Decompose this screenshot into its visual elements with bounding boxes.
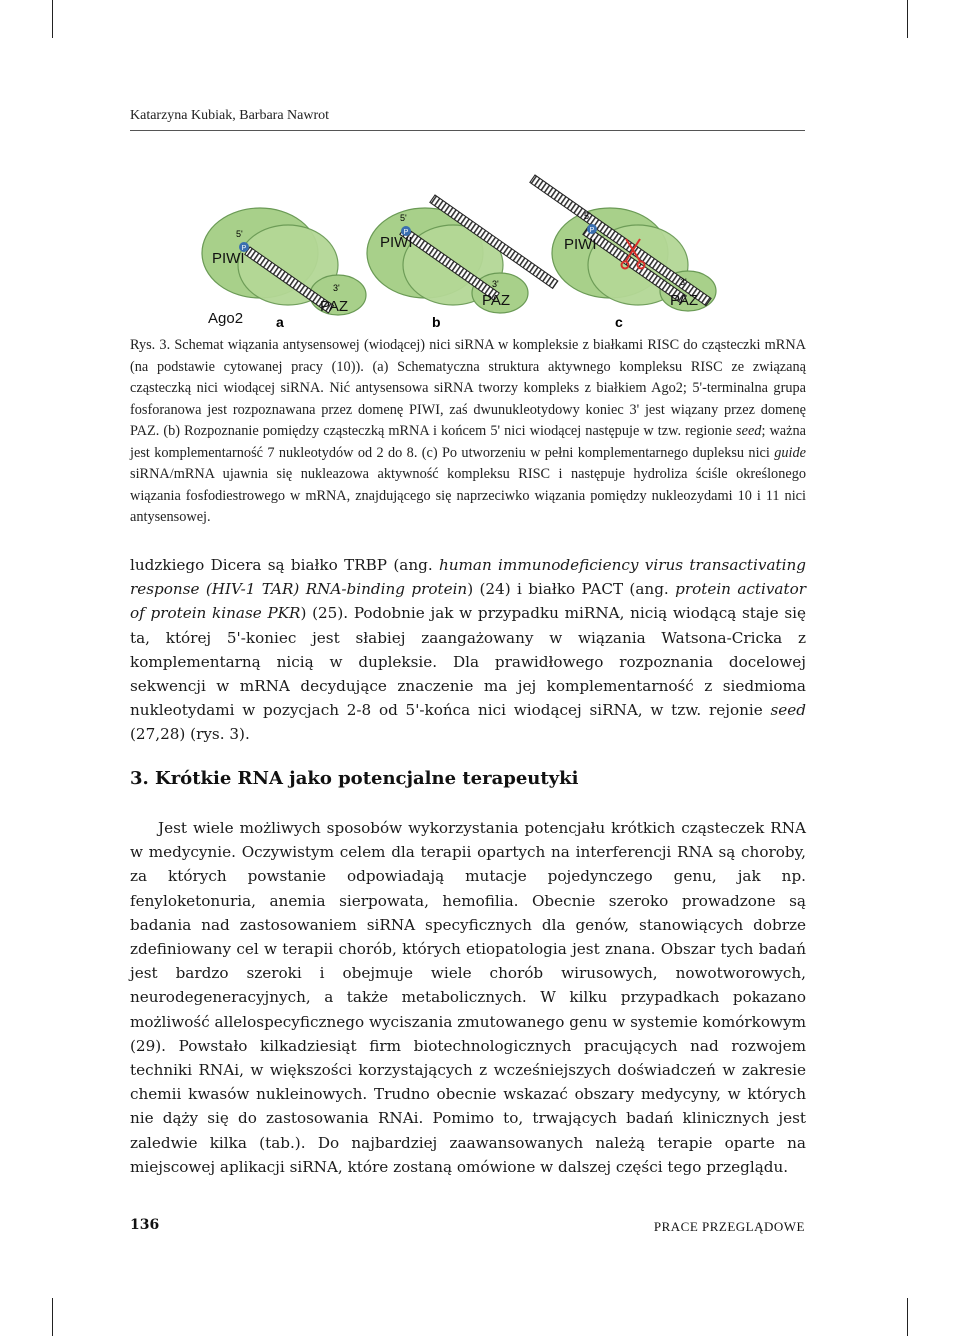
paz-label: PAZ [670,292,699,309]
paragraph-2: Jest wiele możliwych sposobów wykorzystania potencjału krótkich cząsteczek RNA w medycynie. Oczywistym celem dla terapii opartych na interferencji RNA są choroby, za których powstanie odpowiadają mutacje pojedynczego genu, jak np. fenyloketonuria, anemia sierpowata, hemofilia. Obecnie szeroko prowadzone są badania nad zastosowaniem siRNA specyficznych dla genów, stanowiących dobrze zdefiniowany cel w terapii chorób, których etiopatologia jest znana. Obszar tych badań jest bardzo szeroki i obejmuje wiele chorób wirusowych, nowotworowych, neurodegeneracyjnych, a także metabolicznych. W kilku przypadkach pokazano możliwość allelospecyficznego wyciszania zmutowanego genu w systemie komórkowym (29). Powstało kilkadziesiąt firm biotechnologicznych pracujących nad rozwojem techniki RNAi, w większości korzystających z wcześniejszych doświadczeń w zakresie chemii kwasów nukleinowych. Trudno obecnie wskazać obszary medycyny, w których nie dąży się do zastosowania RNAi. Pomimo to, trwających badań klinicznych jest zaledwie kilka (tab.). Do najbardziej zaawansowanych należą terapie oparte na miejscowej aplikacji siRNA, które zostaną omówione w dalszej części tego przeglądu. [130,819,806,1176]
page-number: 136 [130,1217,160,1233]
piwi-label: PIWI [380,234,413,251]
crop-mark [52,0,53,38]
caption-text: ; ważna jest komplementarność 7 nukleotydów od 2 do 8. (c) Po utworzeniu w pełni komplementarnego dupleksu nici [130,423,806,461]
text: ) (24) i białko PACT (ang. [467,580,676,599]
crop-mark [907,0,908,38]
ago2-label: Ago2 [208,310,244,327]
panel-letter: c [615,314,623,330]
panel-letter: b [432,314,441,330]
caption-italic: seed [736,423,762,439]
panel-b [367,195,558,330]
five-prime-label: 5' [584,211,591,221]
paragraph-1 [130,553,806,747]
caption-italic: guide [774,444,806,461]
three-prime-label: 3' [680,277,687,287]
five-prime-label: 5' [400,213,407,223]
risc-figure [200,165,760,340]
italic-term: seed [770,701,806,720]
crop-mark [52,1298,53,1336]
caption-text: siRNA/mRNA ujawnia się nukleazowa aktywność kompleksu RISC i następuje hydroliza ściśle określonego wiązania fosfodiestrowego w mRNA, znajdującego się naprzeciwko wiązania pomiędzy nukleozydami 10 i 11 nici antysensowej. [130,466,806,525]
panel-c [530,175,716,330]
three-prime-label: 3' [492,279,499,289]
paz-label: PAZ [320,298,349,315]
italic-term: protein activator of protein kinase PKR [130,580,806,623]
panel-letter: a [276,314,284,330]
section-title: 3. Krótkie RNA jako potencjalne terapeutyki [130,768,579,789]
italic-term: human immunodeficiency virus transactivating response (HIV-1 TAR) RNA-binding protein [130,556,806,599]
five-prime-label: 5' [236,229,243,239]
running-head: Katarzyna Kubiak, Barbara Nawrot [130,108,805,131]
crop-mark [907,1298,908,1336]
phosphate-label: P [589,227,595,234]
three-prime-label: 3' [333,283,340,293]
piwi-label: PIWI [212,250,245,267]
phosphate-label: P [403,229,409,236]
text: ) (25). Podobnie jak w przypadku miRNA, nicią wiodącą staje się ta, której 5'-koniec jest słabiej zaangażowany w wiązania Watsona-Cricka z komplementarną nicią w dupleksie. Dla prawidłowego rozpoznania docelowej sekwencji w mRNA decydujące znaczenie ma jej komplementarność z siedmioma nukleotydami w pozycjach 2-8 od 5'-końca nici wiodącej siRNA, w tzw. rejonie [130,604,806,720]
phosphate-label: P [241,245,247,252]
paz-label: PAZ [482,292,511,309]
piwi-label: PIWI [564,236,597,253]
panel-a [202,208,366,330]
caption-text: Nić antysensowa siRNA tworzy kompleks z białkiem Ago2; 5'-terminalna grupa fosforanowa jest rozpoznawana przez domenę PIWI, zaś dwunukleotydowy koniec 3' jest wiązany przez domenę PAZ. (b) Rozpoznanie pomiędzy cząsteczką mRNA i końcem 5' nici wiodącej następuje w tzw. regionie [130,380,806,439]
journal-name: PRACE PRZEGLĄDOWE [653,1219,805,1234]
figure-caption [130,335,806,529]
text: (27,28) (rys. 3). [130,725,250,744]
text: ludzkiego Dicera są białko TRBP (ang. [130,556,439,574]
caption-text: Rys. 3. Schemat wiązania antysensowej (wiodącej) nici siRNA w kompleksie z białkami RISC do cząsteczki mRNA (na podstawie cytowanej pracy (10)). (a) Schematyczna struktura aktywnego kompleksu RISC ze związaną cząsteczką nici wiodącej siRNA. [130,337,806,396]
